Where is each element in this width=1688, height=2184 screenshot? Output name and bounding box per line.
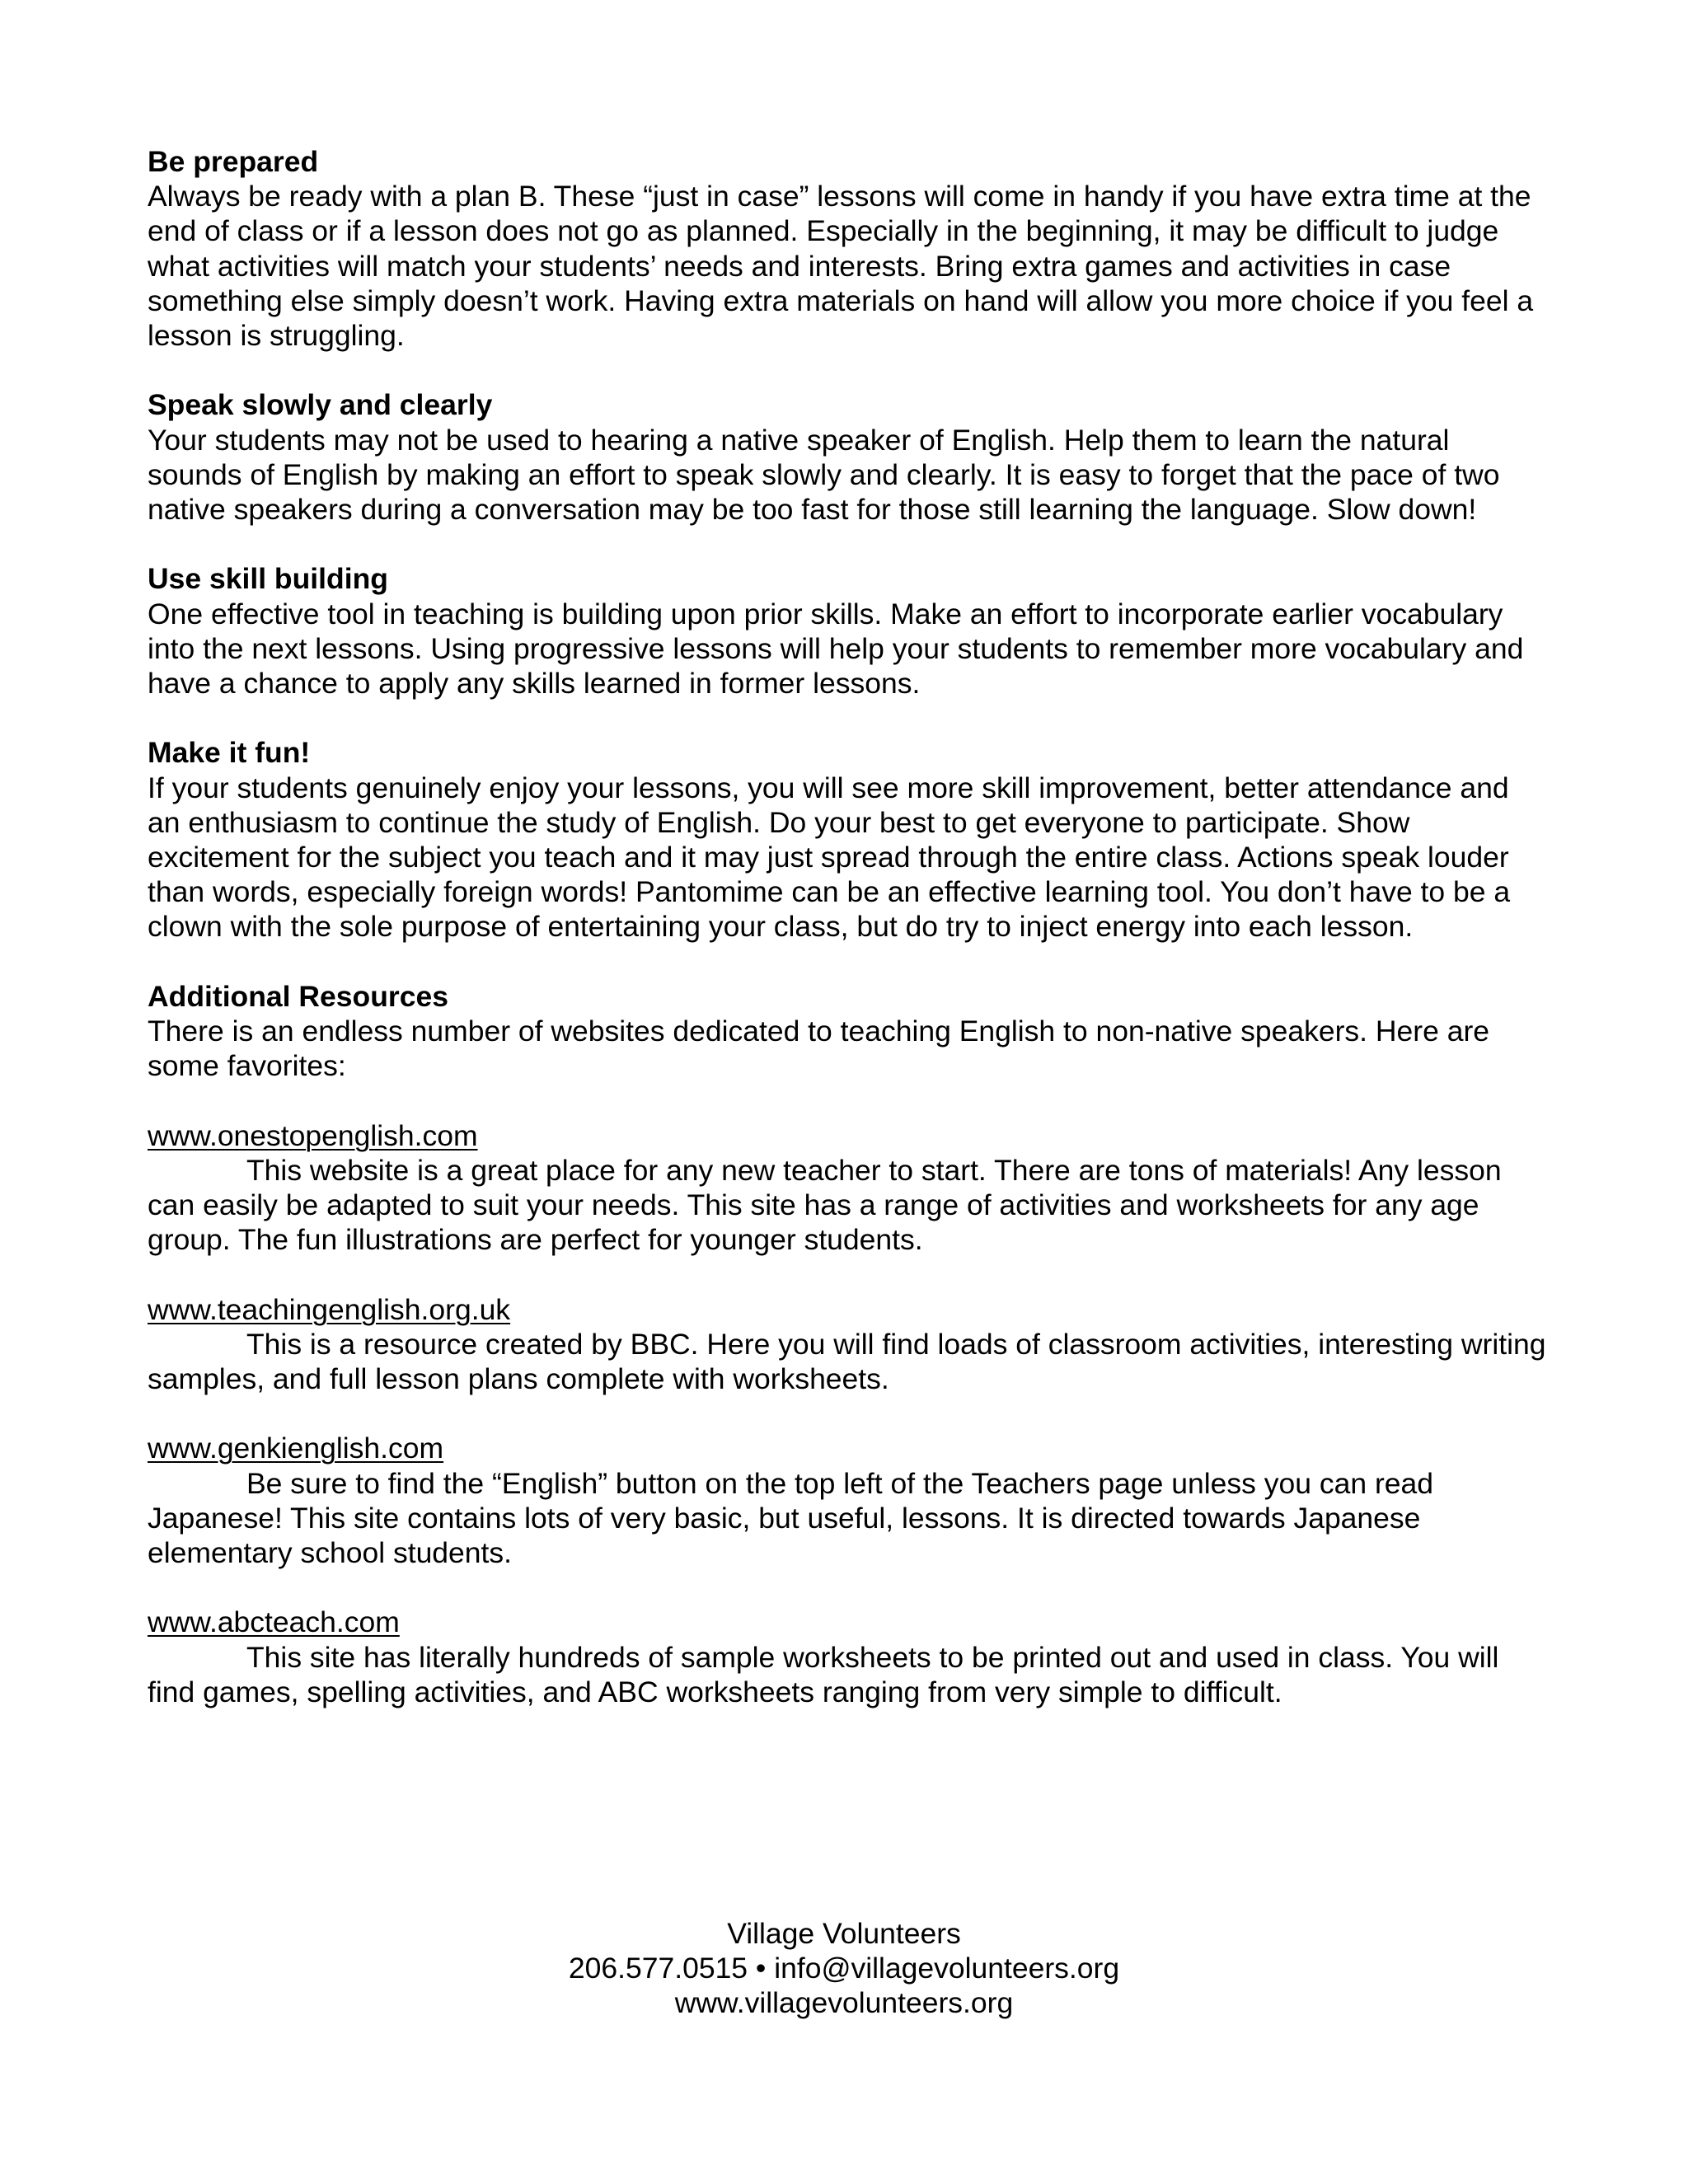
page-footer bbox=[0, 1916, 1688, 2020]
section-speak-slowly bbox=[148, 387, 1549, 527]
section-additional-resources bbox=[148, 979, 1549, 1084]
website-description: Be sure to find the “English” button on the top left of the Teachers page unless you can read Japanese! This site contains lots of very basic, but useful, lessons. It is directed towards Japanese elementary school students. bbox=[148, 1466, 1434, 1570]
website-link[interactable]: www.teachingenglish.org.uk bbox=[148, 1292, 511, 1326]
section-heading: Be prepared bbox=[148, 145, 319, 178]
website-link[interactable]: www.onestopenglish.com bbox=[148, 1118, 478, 1152]
website-description: This website is a great place for any new teacher to start. There are tons of materials! Any lesson can easily be adapted to suit your needs. This site has a range of activities and worksheets for any age group. The fun illustrations are perfect for younger students. bbox=[148, 1153, 1502, 1257]
section-make-it-fun bbox=[148, 735, 1549, 944]
section-paragraph: Your students may not be used to hearing a native speaker of English. Help them to learn the natural sounds of English by making an effort to speak slowly and clearly. It is easy to forget that the pace of two native speakers during a conversation may be too fast for those still learning the language. Slow down! bbox=[148, 423, 1500, 527]
section-heading: Additional Resources bbox=[148, 979, 448, 1013]
footer-website: www.villagevolunteers.org bbox=[674, 1986, 1014, 2019]
footer-contact: 206.577.0515 • info@villagevolunteers.org bbox=[568, 1952, 1120, 1985]
resource-abcteach bbox=[148, 1605, 1549, 1709]
section-be-prepared bbox=[148, 144, 1549, 353]
section-paragraph: Always be ready with a plan B. These “just in case” lessons will come in handy if you have extra time at the end of class or if a lesson does not go as planned. Especially in the beginning, it may be difficult to judge what activities will match your students’ needs and interests. Bring extra games and activities in case something else simply doesn’t work. Having extra materials on hand will allow you more choice if you feel a lesson is struggling. bbox=[148, 180, 1534, 353]
resource-genkienglish bbox=[148, 1431, 1549, 1570]
section-heading: Speak slowly and clearly bbox=[148, 388, 493, 422]
website-link[interactable]: www.genkienglish.com bbox=[148, 1432, 444, 1465]
document-body bbox=[148, 144, 1549, 1744]
section-skill-building bbox=[148, 561, 1549, 701]
website-description: This is a resource created by BBC. Here you will find loads of classroom activities, interesting writing samples, and full lesson plans complete with worksheets. bbox=[148, 1327, 1546, 1396]
section-paragraph: One effective tool in teaching is building upon prior skills. Make an effort to incorporate earlier vocabulary into the next lessons. Using progressive lessons will help your students to remember more vocabulary and have a chance to apply any skills learned in former lessons. bbox=[148, 597, 1524, 701]
section-paragraph: If your students genuinely enjoy your lessons, you will see more skill improvement, better attendance and an enthusiasm to continue the study of English. Do your best to get everyone to participate. Show excitement for the subject you teach and it may just spread through the entire class. Actions speak louder than words, especially foreign words! Pantomime can be an effective learning tool. You don’t have to be a clown with the sole purpose of entertaining your class, but do try to inject energy into each lesson. bbox=[148, 771, 1511, 944]
resource-teachingenglish bbox=[148, 1292, 1549, 1397]
section-heading: Make it fun! bbox=[148, 736, 311, 770]
website-link[interactable]: www.abcteach.com bbox=[148, 1605, 400, 1639]
resource-onestopenglish bbox=[148, 1118, 1549, 1258]
footer-org-name: Village Volunteers bbox=[727, 1917, 961, 1950]
section-heading: Use skill building bbox=[148, 562, 388, 596]
website-description: This site has literally hundreds of sample worksheets to be printed out and used in class. You will find games, spelling activities, and ABC worksheets ranging from very simple to difficult. bbox=[148, 1640, 1499, 1708]
section-paragraph: There is an endless number of websites dedicated to teaching English to non-native speakers. Here are some favorites: bbox=[148, 1015, 1490, 1083]
